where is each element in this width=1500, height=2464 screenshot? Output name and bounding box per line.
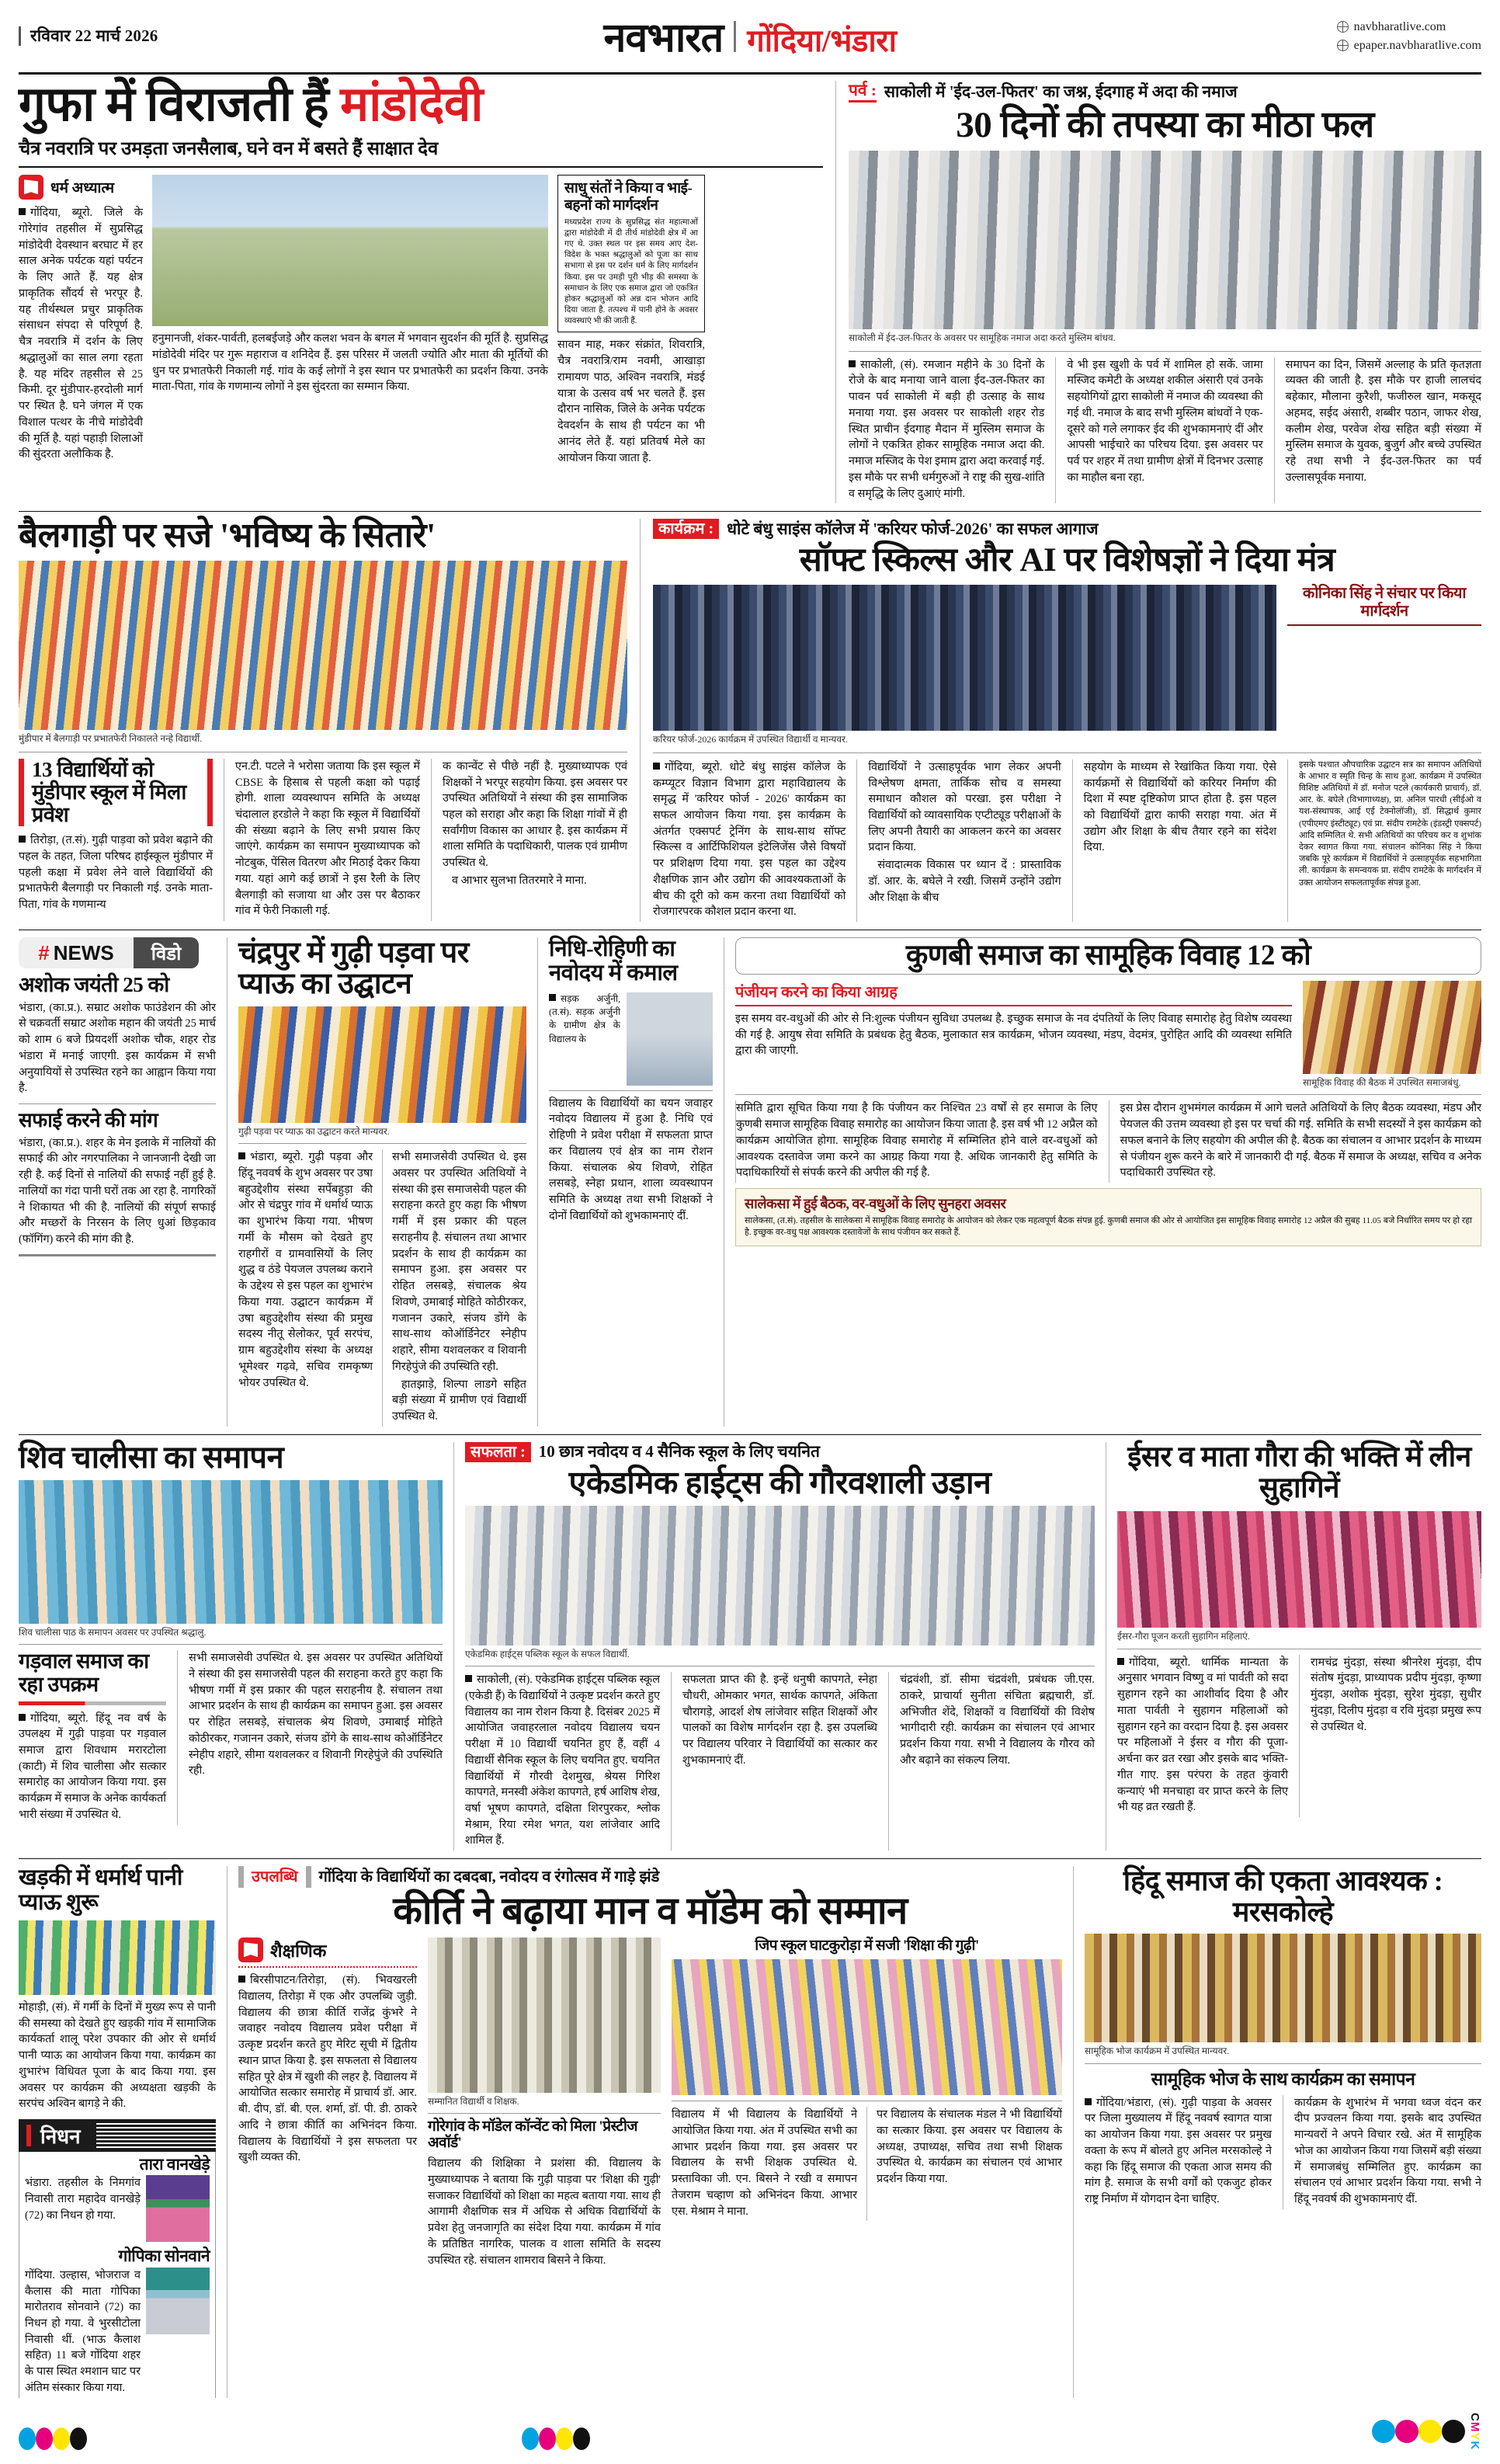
- shiv-subheadline: गड़वाल समाज का रहा उपक्रम: [19, 1649, 149, 1696]
- academic-photo: [465, 1506, 1095, 1646]
- nidhan-list: [19, 2152, 216, 2398]
- lead-col-2: हनुमानजी, शंकर-पार्वती, हलबईजड़े और कलश भवन के बगल में भगवान सुदर्शन की मूर्ति है. सुप्रसिद्ध मांडोदेवी मंदिर पर गुरू महाराज व शनिदेव हैं. इस परिसर में जलती ज्योति और माता की मूर्तियों की धुन पर प्रभातफेरी निकाली गई. गांव के कई लोगों ने इस स्थान पर प्रभातफेरी का प्रदर्शन किया. उनके माता-पिता, गांव के गणमान्य लोगों ने इस सुंदरता का सम्मान किया.: [152, 332, 548, 394]
- bullet-icon: [1085, 2098, 1092, 2105]
- publication-date: रविवार 22 मार्च 2026: [19, 26, 158, 45]
- khadki-photo: [19, 1920, 216, 1995]
- lead-box-headline: साधु संतों ने किया व भाई-बहनों को मार्गदर्शन: [564, 180, 693, 214]
- career-col-3: सहयोग के माध्यम से रेखांकित किया गया. ऐसे कार्यक्रमों से विद्यार्थियों को करियर निर्माण की दिशा में स्पष्ट दृष्टिकोण प्राप्त होता है. इस पहल को विद्यार्थियों द्वारा काफी सराहा गया. अंत में उद्योग और शिक्षा के बीच तैयार रहने का संदेश दिया.: [1072, 759, 1276, 922]
- bullet-icon: [1117, 1658, 1124, 1665]
- career-kicker: कार्यक्रम : धोटे बंधु साइंस कॉलेज में 'करियर फोर्ज-2026' का सफल आगाज: [653, 519, 1481, 539]
- chandrapur-headline: चंद्रपुर में गुढ़ी पड़वा पर प्याऊ का उद्घाटन: [238, 937, 469, 1001]
- gray-bar: [238, 1866, 244, 1888]
- lead-headline: गुफा में विराजती हैं मांडोदेवी: [19, 78, 483, 131]
- kunbi-col-1: इस समय वर-वधुओं की ओर से नि:शुल्क पंजीयन सुविधा उपलब्ध है. इच्छुक समाज के नव दंपतियों के लिए विवाह समारोह हेतु विशेष व्यवस्था की गई है. आयुष सेवा समिति के प्रबंधक हेतु बैठक, मुलाकात सत्र कार्यक्रम, भोजन व्यवस्था, मंडप, वेदमंत्र, पुरोहित आदि की व्यवस्था समिति द्वारा की जाएगी.: [735, 1012, 1292, 1058]
- bullet-icon: [19, 836, 26, 843]
- nidhan-entry: [25, 2156, 210, 2242]
- lead-col-1: गोंदिया, ब्यूरो. जिले के गोरेगांव तहसील में सुप्रसिद्ध मांडोदेवी देवस्थान बरघाट में हर साल अनेक पर्यटक यहां पर्यटन के लिए आते हैं. यह क्षेत्र प्राकृतिक सौंदर्य से भरपूर है. यह तीर्थस्थल प्रचुर प्राकृतिक संसाधन संपदा से परिपूर्ण है. चैत्र नवरात्रि में दर्शन के लिए श्रद्धालुओं का साल लगा रहता है. यह मंदिर तहसील से 25 किमी. दूर मुंडीपार-हरदोली मार्ग पर स्थित है. घने जंगल में एक विशाल पत्थर के नीचे मांडोदेवी की मूर्ति है. यहां पहाड़ी शिलाओं की सुंदरता अलौकिक है.: [19, 207, 143, 461]
- black-dot: [573, 2428, 590, 2450]
- keerti-story: [227, 1866, 1073, 2397]
- cmyk-marks-right: [1372, 2413, 1481, 2450]
- shiv-headline: शिव चालीसा का समापन: [19, 1439, 284, 1475]
- khadki-headline: खड़की में धर्मार्थ पानी प्याऊ शुरू: [19, 1865, 182, 1915]
- bullet-icon: [549, 994, 556, 1001]
- video-label: विडो: [134, 937, 199, 968]
- nidhi-text: विद्यालय के विद्यार्थियों का चयन जवाहर नवोदय विद्यालय में हुआ है. निधि एवं रोहिणी ने प्रवेश परीक्षा में सफलता प्राप्त कर विद्यालय एवं क्षेत्र का नाम रोशन किया. संचालक श्रेय शिवणे, रोहित लसबड़े, स्नेहा प्रधान, शाला व्यवस्थापन समिति के अध्यक्ष तथा सभी शिक्षकों ने दोनों विद्यार्थियों को शुभकामनाएं दीं.: [549, 1090, 713, 1225]
- isar-col-1: गोंदिया, ब्यूरो. धार्मिक मान्यता के अनुसार भगवान विष्णु व मां पार्वती को सदा सुहागन रहने का आशीर्वाद दिया है और माता पार्वती ने सुहागन महिलाओं को सुहागन रहने का वरदान दिया है. इस अवसर पर महिलाओं ने ईसर व गौरा की पूजा-अर्चना कर व्रत रखा और इसके बाद भक्ति-गीत गाए. इस परंपरा के तहत कुंवारी कन्याएं भी मनचाहा वर प्राप्त करने के लिए भी यह व्रत रखती हैं.: [1117, 1656, 1288, 1814]
- eid-kicker: पर्व : साकोली में 'ईद-उल-फितर' का जश्न, ईदगाह में अदा की नमाज: [849, 81, 1481, 103]
- career-photo-caption: करियर फोर्ज-2026 कार्यक्रम में उपस्थित विद्यार्थी व मान्यवर.: [653, 734, 848, 745]
- yellow-dot: [53, 2428, 70, 2450]
- ashok-jayanti-text: भंडारा, (का.प्र.). सम्राट अशोक फाउंडेशन की ओर से चक्रवर्ती सम्राट अशोक महान की जयंती 25 मार्च को शाम 6 बजे प्रियदर्शी अशोक चौक, शहर रोड भंडारा में मनाई जाएगी. इस कार्यक्रम में सभी अनुयायियों से उपस्थित रहने का आह्वान किया गया है.: [19, 1001, 216, 1095]
- cyan-dot: [522, 2428, 539, 2450]
- career-photo: [653, 585, 1276, 731]
- bullet-icon: [19, 208, 26, 215]
- red-bar: [26, 2125, 31, 2146]
- masthead-divider: [734, 21, 736, 52]
- eid-story: [835, 81, 1481, 503]
- isar-col-2: रामचंद्र मुंदड़ा, संस्था श्रीनरेश मुंदड़ा, दीप संतोष मुंदड़ा, प्राध्यापक प्रदीप मुंदड़ा, कृष्णा मुंदड़ा, अशोक मुंदड़ा, सुरेश मुंदड़ा, सुधीर मुंदड़ा, दिलीप मुंदड़ा व रवि मुंदड़ा प्रमुख रूप से उपस्थित थे.: [1299, 1655, 1481, 1817]
- career-col-2: विद्यार्थियों ने उत्साहपूर्वक भाग लेकर अपनी विश्लेषण क्षमता, तार्किक सोच व समस्या समाधान कौशल को परखा. इस परीक्षा ने विद्यार्थियों को व्यावसायिक एप्टीट्यूड परीक्षाओं के लिए अपनी तैयारी का आकलन करने का अवसर प्रदान किया. संवादात्मक विकास पर ध्यान दें : प्रास्ताविक डॉ. आर. के. बघेले ने रखी. जिसमें उन्होंने उद्योग और शिक्षा के बीच: [856, 759, 1061, 922]
- hindu-col-1: गोंदिया/भंडारा, (सं). गुढ़ी पाड़वा के अवसर पर जिला मुख्यालय में हिंदू नववर्ष स्वागत यात्रा का आयोजन किया गया. इस अवसर पर प्रमुख वक्ता के रूप में बोलते हुए अनिल मरसकोल्हे ने कहा कि हिंदू समाज की एकता आज समय की मांग है. समाज के सभी वर्गों को एकजुट होकर राष्ट्र निर्माण में योगदान देना चाहिए.: [1085, 2096, 1272, 2206]
- hindu-photo: [1085, 1934, 1481, 2042]
- nidhan-portrait: [146, 2175, 210, 2242]
- nidhi-photo: [627, 992, 713, 1086]
- khadki-text: मोहाड़ी, (सं). में गर्मी के दिनों में मुख्य रूप से पानी की समस्या को देखते हुए खड़की गांव में सामाजिक कार्यकर्ता शालू परेश उपकार की ओर से धर्मार्थ पानी प्याऊ का आयोजन किया गया. कार्यक्रम का शुभारंभ विधिवत पूजा के बाद किया गया. इस अवसर पर कार्यक्रम की अध्यक्षता खड़की के सरपंच अश्विन बागड़े ने की.: [19, 2000, 216, 2111]
- bullet-icon: [653, 763, 660, 770]
- eid-photo: [849, 151, 1481, 329]
- career-story: [640, 519, 1481, 922]
- nidhi-headline: निधि-रोहिणी का नवोदय में कमाल: [549, 937, 678, 986]
- hash-icon: #: [38, 940, 50, 964]
- kunbi-red-sub: पंजीयन करने का किया आग्रह: [735, 981, 1292, 1006]
- edition-name: गोंदिया/भंडारा: [747, 23, 897, 58]
- masthead-center: [19, 9, 1481, 64]
- kunbi-col-2: समिति द्वारा सूचित किया गया है कि पंजीयन कर निश्चित 23 वर्षों से हर समाज के लिए कुणबी समाज सामूहिक विवाह समारोह का आयोजन किया जाता है. इस वर्ष भी 12 अप्रैल को कार्यक्रम आयोजित होगा. सामूहिक विवाह समारोह में सम्मिलित होने वाले वर-वधुओं को आवश्यक दस्तावेज जमा करने का आग्रह किया गया है. अधिक जानकारी हेतु समिति के पदाधिकारियों से संपर्क करने की अपील की गई है.: [735, 1100, 1098, 1183]
- cmyk-label: CMYK: [1468, 2412, 1481, 2450]
- black-dot: [1442, 2420, 1465, 2443]
- keerti-subheadline: गोरेगांव के मॉडेल कॉन्वेंट को मिला 'प्रेस्टीज अवॉर्ड': [428, 2113, 661, 2152]
- chandrapur-photo: [238, 1006, 526, 1123]
- kunbi-col-3: इस प्रेस दौरान शुभमंगल कार्यक्रम में आगे चलते अतिथियों के लिए बैठक व्यवस्था, मंडप और पेयजल की उत्तम व्यवस्था हो इस पर चर्चा की गई. समिति के सभी सदस्यों ने इस कार्यक्रम को सफल बनाने के लिए सहयोग की अपील की है. बैठक का संचालन व आभार प्रदर्शन के माध्यम से पंजीयन शुरू करने के बारे में जानकारी दी गई. बैठक में समाज के अध्यक्ष, सचिव व अनेक पदाधिकारी उपस्थित रहे.: [1109, 1100, 1482, 1183]
- yellow-dot: [556, 2428, 573, 2450]
- eid-headline: 30 दिनों की तपस्या का मीठा फल: [956, 105, 1374, 146]
- bullet-icon: [19, 1714, 26, 1721]
- safai-headline: सफाई करने की मांग: [19, 1109, 158, 1132]
- nidhan-entry: [25, 2248, 210, 2397]
- masthead: [19, 0, 1481, 75]
- bullet-icon: [238, 1976, 245, 1983]
- kunbi-headline: कुणबी समाज का सामूहिक विवाह 12 को: [905, 940, 1311, 972]
- lead-col-3: सावन माह, मकर संक्रांत, शिवरात्रि, चैत्र नवरात्रि/राम नवमी, आखाड़ा रामायण पाठ, अश्विन नवरात्रि, मंडई यात्रा के उत्सव वर्ष भर चलते हैं. इस दौरान नासिक, जिले के अनेक पर्यटक देवदर्शन के साथ ही पर्यटन का भी आनंद लेते हैं. यहां प्रतिवर्ष मेले का आयोजन किया जाता है.: [557, 339, 705, 464]
- bullet-icon: [465, 1675, 472, 1682]
- academic-col-1: साकोली, (सं). एकेडमिक हाईट्स पब्लिक स्कूल (एकेडी हैं) के विद्यार्थियों ने उत्कृष्ट प्रदर्शन करते हुए विद्यालय का नाम रोशन किया है. दिसंबर 2025 में आयोजित जवाहरलाल नवोदय विद्यालय चयन परीक्षा में 10 विद्यार्थी चयनित हुए हैं, वहीं 4 विद्यार्थी सैनिक स्कूल के लिए चयनित हुए. चयनित विद्यार्थियों में गौरवी देशमुख, श्रेयस गिरिश कापगते, मनस्वी अंकेश कापगते, हर्ष आशिष शेख, वर्षा भूषण कापगते, दक्षिता शिरपुरकर, श्लोक मेश्राम, रिया रमेश भगत, यश लांजेवार आदि शामिल हैं.: [465, 1673, 660, 1847]
- keerti-col-3: विद्यालय में भी विद्यालय के विद्यार्थियों ने आयोजित किया गया. अंत में उपस्थित सभी का आभार प्रदर्शन किया गया. इस अवसर पर विद्यालय के सभी शिक्षक उपस्थित थे. प्रस्ताविका जी. एन. बिसने ने रखी व समापन तेजराम चव्हाण को अभिनंदन किया. आभार एस. मेश्राम ने माना.: [672, 2108, 857, 2218]
- lead-box-text: मध्यप्रदेश राज्य के सुप्रसिद्ध संत महात्माओं द्वारा मांडोदेवी में दी तीर्थ मांडोदेवी क्षेत्र में आ गए थे. उक्त स्थल पर इस समय आए देश-विदेश के भक्त श्रद्धालुओं को पूजा का साथ सभागा से इस पर दर्शन धर्म के लिए मार्गदर्शन किया. इस पर उमड़ी पूरी भीड़ की समस्या के समाधान के लिए एक समाज द्वारा जो एकत्रित होकर श्रद्धालुओं को अन्न दान भोजन आदि दिया जाता है. तत्पश्च में पानी होने के अवसर व्यवस्थाएं भी की जाती हैं.: [564, 217, 698, 326]
- website-url[interactable]: navbharatlive.com: [1353, 19, 1446, 33]
- keerti-photo-2: [672, 1959, 1062, 2095]
- academic-story: [453, 1442, 1106, 1851]
- magenta-dot: [1395, 2420, 1418, 2443]
- isar-story: [1106, 1442, 1481, 1851]
- cyan-dot: [1372, 2420, 1395, 2443]
- bailgadi-col-1: तिरोड़ा, (त.सं). गुढ़ी पाड़वा को प्रवेश बढ़ाने की पहल के तहत, जिला परिषद हाईस्कूल मुंडीपार में पहली कक्षा में प्रवेश लेने वाले विद्यार्थियों की प्रभातफेरी बैलगाड़ी पर निकाली गई. उनके माता-पिता, गांव के गणमान्य: [19, 834, 213, 912]
- dotted-rule: [238, 1966, 417, 1968]
- salekasa-box-headline: सालेकसा में हुई बैठक, वर-वधुओं के लिए सुनहरा अवसर: [745, 1196, 1006, 1212]
- stripe-decoration: [96, 2123, 216, 2148]
- kunbi-photo: [1303, 981, 1481, 1074]
- keerti-kicker: उपलब्धि गोंदिया के विद्यार्थियों का दबदबा, नवोदय व रंगोत्सव में गाड़े झंडे: [238, 1866, 1062, 1888]
- keerti-photo-caption-2: जिप स्कूल घाटकुरोड़ा में सजी 'शिक्षा की गुढ़ी': [755, 1937, 979, 1955]
- nidhan-header: निधन: [19, 2119, 216, 2152]
- globe-icon: [1337, 21, 1349, 33]
- chandrapur-photo-caption: गुढ़ी पड़वा पर प्याऊ का उद्घाटन करते मान्यवर.: [238, 1125, 390, 1137]
- khadki-column: [19, 1866, 227, 2397]
- news-video-badge[interactable]: # NEWS विडो: [19, 937, 199, 968]
- website-links: [1337, 18, 1481, 55]
- bullet-icon: [849, 360, 856, 367]
- nidhan-name: गोपिका सोनवाने: [118, 2247, 210, 2266]
- lead-story: [19, 78, 835, 503]
- academic-kicker: सफलता : 10 छात्र नवोदय व 4 सैनिक स्कूल के लिए चयनित: [465, 1442, 1095, 1462]
- bailgadi-photo-caption: मुंडीपार में बैलगाड़ी पर प्रभातफेरी निकालते नन्हे विद्यार्थी.: [19, 733, 203, 745]
- bullet-icon: [238, 1152, 245, 1159]
- eid-col-3: समापन का दिन, जिसमें अल्लाह के प्रति कृतज्ञता व्यक्त की जाती है. इस मौके पर हाजी लालचंद बहेकार, मौलाना कुरैशी, फजीरुल खान, मकसूद अहमद, सईद अंसारी, शब्बीर पठान, जाफर शेख, कलीम शेख, परवेज शेख सहित बड़ी संख्या में मुस्लिम समाज के युवक, बुजुर्ग और बच्चे उपस्थित रहे तथा सभी ने ईद-उल-फितर का पर्व उल्लासपूर्वक मनाया.: [1274, 357, 1481, 504]
- keerti-photo-1: [428, 1937, 661, 2093]
- safai-text: भंडारा, (का.प्र.). शहर के मेन इलाके में नालियों की सफाई की ओर नगरपालिका ने जानजानी देखी जा रही है. कई दिनों से नालियों की सफाई नहीं हुई है. नालियों का गंदा पानी घरों तक आ रहा है. नागरिकों ने शिकायत भी की है. नालियों की संपूर्ण सफाई और मच्छरों के निरसन के लिए धुआं छिड़काव (फॉगिंग) करने की मांग की है.: [19, 1136, 216, 1246]
- hindu-col-2: कार्यक्रम के शुभारंभ में भगवा ध्वज वंदन कर दीप प्रज्वलन किया गया. इसके बाद उपस्थित मान्यवरों ने अपने विचार रखे. अंत में सामूहिक भोज का आयोजन किया गया जिसमें बड़ी संख्या में समाजबंधु सम्मिलित हुए. कार्यक्रम का संचालन एवं आभार प्रदर्शन किया गया. सभी ने हिंदू नववर्ष की शुभकामनाएं दीं.: [1283, 2095, 1481, 2209]
- academic-col-3: चंद्रवंशी, डॉ. सीमा चंद्रवंशी, प्रबंधक जी.एस. ठाकरे, प्राचार्या सुनीता संचिता ब्रह्मचारी, डॉ. अभिजीत शेंदे, शिक्षकों व विद्यार्थियों की विशेष भागीदारी रही. कार्यक्रम का संचालन एवं आभार प्रदर्शन किया गया. सभी ने विद्यालय के गौरव को और बढ़ाने का संकल्प लिया.: [888, 1672, 1095, 1851]
- keerti-headline: कीर्ति ने बढ़ाया मान व मॉडेम को सम्मान: [393, 1889, 908, 1933]
- academic-photo-caption: एकेडमिक हाईट्स पब्लिक स्कूल के सफल विद्यार्थी.: [465, 1648, 630, 1659]
- hindu-headline: हिंदू समाज की एकता आवश्यक : मरसकोल्हे: [1123, 1865, 1443, 1927]
- cmyk-marks-center: [522, 2428, 590, 2450]
- shiv-red-rule: [19, 1701, 166, 1705]
- shiv-photo: [19, 1480, 443, 1624]
- isar-photo-caption: ईसर-गौरा पूजन करती सुहागिन महिलाएं.: [1117, 1631, 1250, 1642]
- globe-icon: [1337, 40, 1349, 51]
- bailgadi-photo: [19, 561, 627, 730]
- nidhan-portrait: [146, 2268, 210, 2334]
- academic-headline: एकेडमिक हाईट्स की गौरवशाली उड़ान: [568, 1464, 991, 1500]
- hindu-story: [1073, 1866, 1481, 2397]
- bailgadi-story: [19, 516, 640, 922]
- bailgadi-subheadline: 13 विद्यार्थियों को मुंडीपार स्कूल में मिला प्रवेश: [32, 757, 186, 827]
- book-icon: [238, 1937, 263, 1962]
- nidhi-kicker: सड़क अर्जुनी, (त.सं). सड़क अर्जुनी के ग्रामीण क्षेत्र के विद्यालय के: [549, 992, 620, 1044]
- shiv-col-2: सभी समाजसेवी उपस्थित थे. इस अवसर पर उपस्थित अतिथियों ने संस्था की इस समाजसेवी पहल की सराहना करते हुए कहा कि भीषण गर्मी में इस प्रकार की पहल सराहनीय है. संचालन तथा आभार प्रदर्शन के साथ ही कार्यक्रम का समापन हुआ. इस अवसर पर रोहित लसबड़े, संचालक श्रेय शिवणे, उमाबाई मोहिते कोठीरकर, गजानन उकारे, संजय डोंगे के साथ-साथ कोऑर्डिनेटर स्नेहीप शहारे, सीमा यशवलकर व शिवानी गिरहेपुंजे की उपस्थिति रही.: [177, 1650, 443, 1825]
- keerti-col-4: पर विद्यालय के संचालक मंडल ने भी विद्यार्थियों का सत्कार किया. इस अवसर पर विद्यालय के अध्यक्ष, उपाध्यक्ष, सचिव तथा सभी शिक्षक उपस्थित थे. कार्यक्रम का संचालन एवं आभार प्रदर्शन किया गया.: [866, 2107, 1062, 2221]
- magenta-dot: [36, 2428, 53, 2450]
- section-shaikshanik: शैक्षणिक: [238, 1937, 417, 1962]
- bailgadi-col-2: एन.टी. पटले ने भरोसा जताया कि इस स्कूल में CBSE के हिसाब से पहली कक्षा को पढ़ाई होगी. शाला व्यवस्थापन समिति के अध्यक्ष चंदालाल हरडोले ने कहा कि स्कूल में विद्यार्थियों की संख्या बढ़ाने के लिए सभी प्रयास किए जाएंगे. कार्यक्रम का समापन मुख्याध्यापक को नोटबुक, पेंसिल वितरण और मिठाई देकर किया गया. यहां आगे कई छात्रों ने इस रैली के लिए बैलगाड़ी को सजाया था और उस पर बैठाकर गांव में फेरी निकाली गई.: [224, 759, 420, 921]
- keerti-col-1: बिरसीपाटन/तिरोड़ा, (सं). भिवखरली विद्यालय, तिरोड़ा में एक और उपलब्धि जुड़ी. विद्यालय की छात्रा कीर्ति राजेंद्र कुंभरे ने जवाहर नवोदय विद्यालय प्रवेश परीक्षा में उत्कृष्ट प्रदर्शन करते हुए मेरिट सूची में द्वितीय स्थान प्राप्त किया है. इस सफलता से विद्यालय सहित पूरे क्षेत्र में खुशी की लहर है. विद्यालय में आयोजित सत्कार समारोह में प्राचार्य डॉ. आर. बी. दीप, डॉ. बी. एल. शर्मा, डॉ. पी. डी. ठाकरे आदि ने छात्रा कीर्ति का अभिनंदन किया. विद्यालय के विद्यार्थियों ने इस सफलता पर खुशी व्यक्त की.: [238, 1974, 417, 2164]
- lead-photo: [152, 175, 548, 326]
- section-dharm-adhyatm: धर्म अध्यात्म: [19, 175, 143, 200]
- eid-col-2: वे भी इस खुशी के पर्व में शामिल हो सकें. जामा मस्जिद कमेटी के अध्यक्ष शकील अंसारी एवं उनके सहयोगियों द्वारा साकोली में नमाज की व्यवस्था की गई थी. नमाज के बाद सभी मुस्लिम बांधवों ने एक-दूसरे को गले लगाकर ईद की शुभकामनाएं दीं और आपसी भाईचारे का परिचय दिया. इस अवसर पर पर्व पर शहर में तथा ग्रामीण क्षेत्रों में दिनभर उत्साह का माहौल बना रहा.: [1055, 357, 1262, 504]
- nidhan-text: भंडारा. तहसील के निमगांव निवासी तारा महादेव वानखेड़े (72) का निधन हो गया.: [25, 2177, 141, 2222]
- ashok-jayanti-headline: अशोक जयंती 25 को: [19, 973, 169, 997]
- keerti-photo-caption-1: सम्मानित विद्यार्थी व शिक्षक.: [428, 2096, 519, 2108]
- shiv-story: [19, 1439, 453, 1851]
- salekasa-box-text: सालेकसा, (त.सं). तहसील के सालेकसा में सामूहिक विवाह समारोह के आयोजन को लेकर एक महत्वपूर्ण बैठक संपन्न हुई. कुणबी समाज की ओर से आयोजित इस सामूहिक विवाह समारोह 12 अप्रैल की सुबह 11.05 बजे निर्धारित समय पर हो रहा है. इच्छुक वर-वधु पक्ष आवश्यक दस्तावेजों के साथ पंजीयन कर सकते हैं.: [745, 1215, 1472, 1237]
- epaper-url[interactable]: epaper.navbharatlive.com: [1353, 38, 1481, 52]
- salekasa-box: [735, 1188, 1481, 1246]
- nidhi-story: [537, 937, 724, 1427]
- shiv-photo-caption: शिव चालीसा पाठ के समापन अवसर पर उपस्थित श्रद्धालु.: [19, 1626, 207, 1638]
- magenta-dot: [539, 2428, 556, 2450]
- gray-bar: [306, 1866, 311, 1888]
- kunbi-story: [724, 937, 1481, 1427]
- cyan-dot: [19, 2428, 36, 2450]
- isar-headline: ईसर व माता गौरा की भक्ति में लीन सुहागिनें: [1127, 1441, 1471, 1505]
- news-video-column: [19, 937, 227, 1427]
- eid-col-1: साकोली, (सं). रमजान महीने के 30 दिनों के रोजे के बाद मनाया जाने वाला ईद-उल-फितर का पावन पर्व साकोली में बड़ी ही उत्साह के साथ मनाया गया. इस अवसर पर साकोली शहर रोड स्थित प्राचीन ईदगाह मैदान में मुस्लिम समाज के लोगों ने एकत्रित होकर सामूहिक नमाज अदा की. नमाज मस्जिद के पेश इमाम द्वारा अदा करवाई गई. इस मौके पर सभी धर्मगुरुओं ने राष्ट्र की सुख-शांति व समृद्धि के लिए दुआएं मांगी.: [849, 358, 1045, 500]
- bailgadi-col-3: क कान्वेंट से पीछे नहीं है. मुख्याध्यापक एवं शिक्षकों ने भरपूर सहयोग किया. इस अवसर पर उपस्थित अतिथियों ने संस्था की इस सामाजिक पहल को सराहा और कहा कि शिक्षा गांवों में ही सर्वांगीण विकास का आधार है. इस कार्यक्रम में शाला समिति के पदाधिकारी, पालक एवं ग्रामीण उपस्थित थे. व आभार सुलभा तितरमारे ने माना.: [431, 759, 627, 921]
- nidhan-text: गोंदिया. उल्हास, भोजराज व कैलास की माता गोपिका मारोतराव सोनवाने (72) का निधन हो गया. वे भुरसीटोला निवासी थीं. (भाऊ कैलाश सहित) 11 बजे गोंदिया शहर के पास स्थित श्मशान घाट पर अंतिम संस्कार किया गया.: [25, 2268, 141, 2394]
- keerti-col-2: विद्यालय की शिक्षिका ने प्रशंसा की. विद्यालय के मुख्याध्यापक ने बताया कि गुढ़ी पाड़वा पर 'शिक्षा की गुढ़ी' सजाकर विद्यार्थियों को शिक्षा का महत्व बताया गया. साथ ही आगामी शैक्षणिक सत्र में अधिक से अधिक विद्यार्थियों के प्रवेश हेतु जनजागृति का संदेश दिया गया. कार्यक्रम में गांव के प्रतिष्ठित नागरिक, पालक व शाला समिति के सदस्य उपस्थित रहे. संचालन शामराव बिसने ने किया.: [428, 2157, 661, 2267]
- black-dot: [70, 2428, 87, 2450]
- career-sidebar-text: इसके पश्चात औपचारिक उद्घाटन सत्र का समापन अतिथियों के आभार व स्मृति चिन्ह के साथ हुआ. कार्यक्रम में उपस्थित विशिष्ट अतिथियों में डॉ. मनोज पटले (कार्यकारी प्राचार्य), डॉ. आर. के. बघेले (विभागाध्यक्ष), प्रा. अनिल पारधी (सीईओ व यश-संस्थापक, आई एई टेक्नोलॉजी), डॉ. सिद्धार्थ कुमार (एपीएमए इंस्टीट्यूट) एवं प्रा. संदीप रामटेके (इंडस्ट्री एक्सपर्ट) आदि सम्मिलित थे. सभी अतिथियों का परिचय कर व शुभांक देकर स्वागत किया गया. संचालन कोनिका सिंह ने किया जबकि पूरे कार्यक्रम में विद्यार्थियों ने उत्साहपूर्वक सहभागिता ली. कार्यक्रम के समन्वयक प्रा. संदीप रामटेके के मार्गदर्शन में उक्त आयोजन सफलतापूर्वक संपन्न हुआ.: [1298, 759, 1481, 888]
- registration-marks: [19, 2413, 1481, 2450]
- hindu-subheadline: सामूहिक भोज के साथ कार्यक्रम का समापन: [1085, 2063, 1481, 2090]
- newspaper-title: नवभारत: [603, 16, 724, 61]
- bailgadi-headline: बैलगाड़ी पर सजे 'भविष्य के सितारे': [19, 516, 436, 555]
- eid-photo-caption: साकोली में ईद-उल-फितर के अवसर पर सामूहिक नमाज अदा करते मुस्लिम बांधव.: [849, 332, 1116, 344]
- yellow-dot: [1418, 2420, 1442, 2443]
- hindu-photo-caption: सामूहिक भोज कार्यक्रम में उपस्थित मान्यवर.: [1085, 2045, 1230, 2057]
- kunbi-photo-caption: सामूहिक विवाह की बैठक में उपस्थित समाजबंधु.: [1303, 1076, 1461, 1088]
- nidhan-name: तारा वानखेड़े: [139, 2154, 210, 2174]
- chandrapur-col-1: भंडारा, ब्यूरो. गुढ़ी पड़वा और हिंदू नववर्ष के शुभ अवसर पर उषा बहुउद्देशीय संस्था सर्पेबहुड़ा की ओर से चंद्रपुर गांव में धर्मार्थ प्याऊ का शुभारंभ किया गया. भीषण गर्मी के मौसम को देखते हुए राहगीरों व ग्रामवासियों के लिए शुद्ध व ठंडे पेयजल उपलब्ध कराने के उद्देश्य से इस पहल का शुभारंभ किया गया. उद्घाटन कार्यक्रम में उषा बहुउद्देशीय संस्था की प्रमुख सदस्य नीतू सेलोकर, पूर्व सरपंच, ग्राम बहुउद्देशीय संस्था के अध्यक्ष भूमेश्वर गढ़वे, सचिव रामकृष्ण भोयर उपस्थित थे.: [238, 1151, 373, 1389]
- shiv-text: गोंदिया, ब्यूरो. हिंदू नव वर्ष के उपलक्ष्य में गुढ़ी पाड़वा पर गड़वाल समाज द्वारा शिवधाम मरारटोला (काटी) में शिव चालीसा और सत्कार समारोह का आयोजन किया गया. इस कार्यक्रम में समाज के अनेक कार्यकर्ता भारी संख्या में उपस्थित थे.: [19, 1712, 166, 1821]
- career-sidebar: [1287, 585, 1481, 746]
- lead-subhead: चैत्र नवरात्रि पर उमड़ता जनसैलाब, घने वन में बसते हैं साक्षात देव: [19, 135, 823, 168]
- career-sidebar-headline: कोनिका सिंह ने संचार पर किया मार्गदर्शन: [1287, 585, 1481, 626]
- isar-photo: [1117, 1511, 1481, 1628]
- career-headline: सॉफ्ट स्किल्स और AI पर विशेषज्ञों ने दिया मंत्र: [799, 542, 1335, 579]
- book-icon: [19, 175, 43, 200]
- career-col-1: गोंदिया, ब्यूरो. धोटे बंधु साइंस कॉलेज के कम्प्यूटर विज्ञान विभाग द्वारा महाविद्यालय के समृद्ध में 'करियर फोर्ज - 2026' कार्यक्रम का सफल आयोजन किया गया. इस कार्यक्रम के अंतर्गत एक्सपर्ट ट्रेनिंग के साथ-साथ सॉफ्ट स्किल्स व आर्टिफिशियल इंटेलिजेंस जैसे विषयों पर प्रशिक्षण दिया गया. इस पहल का उद्देश्य शैक्षणिक ज्ञान और उद्योग की आवश्यकताओं के बीच की दूरी को कम करना तथा विद्यार्थियों को रोजगारपरक कौशल प्रदान करना था.: [653, 760, 846, 919]
- academic-col-2: सफलता प्राप्त की है. इन्हें धनुषी कापगते, स्नेहा चौधरी, ओमकार भगत, सार्थक कापगते, अंकिता चौरागड़े, आदर्श शेष लांजेवार सहित शिक्षकों और पालकों का विशेष मार्गदर्शन रहा है. इस उपलब्धि पर विद्यालय परिवार ने विद्यार्थियों का सत्कार कर शुभकामनाएं दीं.: [671, 1672, 877, 1851]
- cmyk-marks-left: [19, 2428, 87, 2450]
- chandrapur-story: [227, 937, 537, 1427]
- chandrapur-col-2: सभी समाजसेवी उपस्थित थे. इस अवसर पर उपस्थित अतिथियों ने संस्था की इस समाजसेवी पहल की सराहना करते हुए कहा कि भीषण गर्मी में इस प्रकार की पहल सराहनीय है. संचालन तथा आभार प्रदर्शन के साथ ही कार्यक्रम का समापन हुआ. इस अवसर पर रोहित लसबड़े, संचालक श्रेय शिवणे, उमाबाई मोहिते कोठीरकर, गजानन उकारे, संजय डोंगे के साथ-साथ कोऑर्डिनेटर स्नेहीप शहारे, सीमा यशवलकर व शिवानी गिरहेपुंजे की उपस्थिति रही. हातझाड़े, शिल्पा लाडगे सहित बड़ी संख्या में ग्रामीण एवं विद्यार्थी उपस्थित थे.: [382, 1149, 526, 1426]
